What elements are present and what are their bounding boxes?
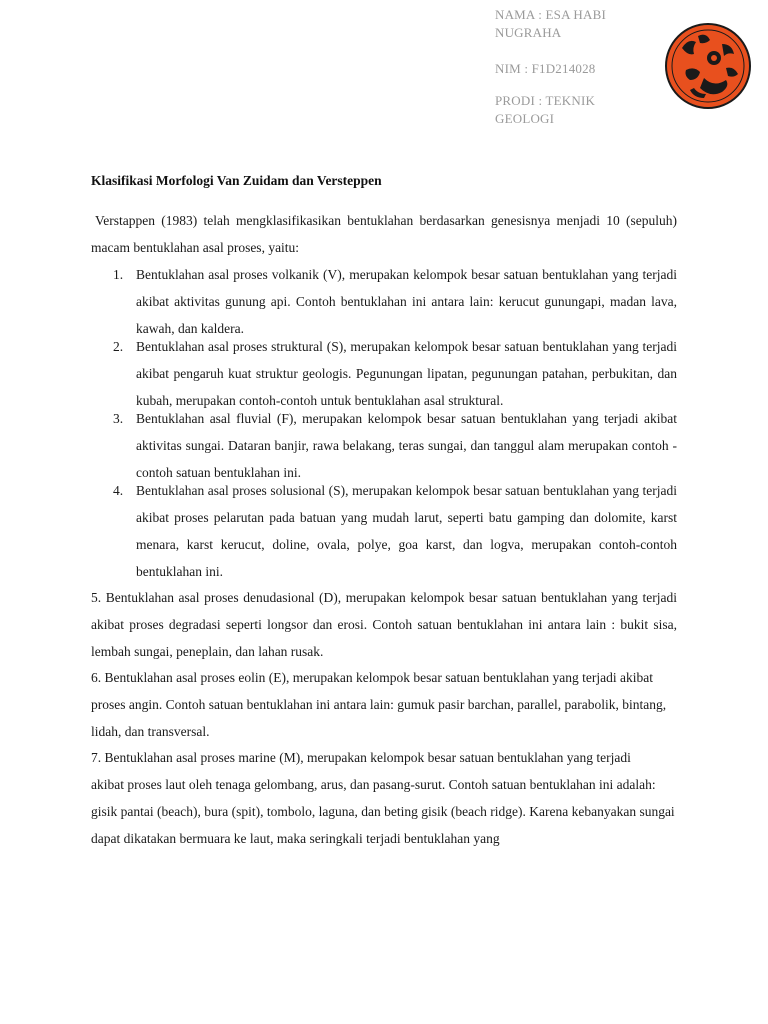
list-number: 2. — [113, 339, 124, 354]
paragraph-7-first-line: 7. Bentuklahan asal proses marine (M), merupakan kelompok besar satuan bentuklahan yang terjadi — [91, 750, 631, 765]
intro-paragraph: Verstappen (1983) telah mengklasifikasikan bentuklahan berdasarkan genesisnya menjadi 10 (sepuluh) macam bentuklahan asal proses, yaitu: — [91, 213, 677, 255]
document-title: Klasifikasi Morfologi Van Zuidam dan Versteppen — [91, 173, 382, 188]
landform-list — [91, 261, 677, 585]
list-item-text: Bentuklahan asal proses solusional (S), merupakan kelompok besar satuan bentuklahan yang terjadi akibat proses pelarutan pada batuan yang mudah larut, seperti batu gamping dan dolomite, karst menara, karst kerucut, doline, ovala, polye, goa karst, dan logva, merupakan contoh-contoh bentuklahan ini. — [136, 483, 677, 579]
paragraph-5: 5. Bentuklahan asal proses denudasional (D), merupakan kelompok besar satuan bentuklahan yang terjadi akibat proses degradasi seperti longsor dan erosi. Contoh satuan bentuklahan ini antara lain : bukit sisa, lembah sungai, peneplain, dan lahan rusak. — [91, 590, 677, 659]
paragraph-7-continued: akibat proses laut oleh tenaga gelombang, arus, dan pasang-surut. Contoh satuan bentuklahan ini adalah: gisik pantai (beach), bura (spit), tombolo, laguna, dan beting gisik (beach ridge). Karena kebanyakan sungai dapat dikatakan bermuara ke laut, maka seringkali terjadi bentuklahan yang — [91, 777, 675, 846]
list-item — [91, 261, 677, 342]
list-number: 4. — [113, 483, 124, 498]
list-number: 1. — [113, 267, 124, 282]
document-body — [91, 207, 677, 852]
university-logo-icon — [664, 18, 754, 118]
list-number: 3. — [113, 411, 124, 426]
list-item-text: Bentuklahan asal proses volkanik (V), merupakan kelompok besar satuan bentuklahan yang terjadi akibat aktivitas gunung api. Contoh bentuklahan ini antara lain: kerucut gunungapi, madan lava, kawah, dan kaldera. — [136, 267, 677, 336]
paragraph-6: 6. Bentuklahan asal proses eolin (E), merupakan kelompok besar satuan bentuklahan yang terjadi akibat proses angin. Contoh satuan bentuklahan ini antara lain: gumuk pasir barchan, parallel, parabolik, bintang, lidah, dan transversal. — [91, 670, 667, 739]
list-item — [91, 477, 677, 585]
author-name: NAMA : ESA HABI NUGRAHA — [495, 7, 606, 40]
author-info — [495, 6, 655, 146]
list-item — [91, 333, 677, 414]
list-item — [91, 405, 677, 486]
list-item-text: Bentuklahan asal proses struktural (S), merupakan kelompok besar satuan bentuklahan yang terjadi akibat pengaruh kuat struktur geologis. Pegunungan lipatan, pegunungan patahan, perbukitan, dan kubah, merupakan contoh-contoh untuk bentuklahan asal struktural. — [136, 339, 677, 408]
student-id: NIM : F1D214028 — [495, 61, 596, 76]
list-item-text: Bentuklahan asal fluvial (F), merupakan kelompok besar satuan bentuklahan yang terjadi akibat aktivitas sungai. Dataran banjir, rawa belakang, teras sungai, dan tanggul alam merupakan contoh - contoh satuan bentuklahan ini. — [136, 411, 677, 480]
study-program: PRODI : TEKNIK GEOLOGI — [495, 93, 596, 126]
